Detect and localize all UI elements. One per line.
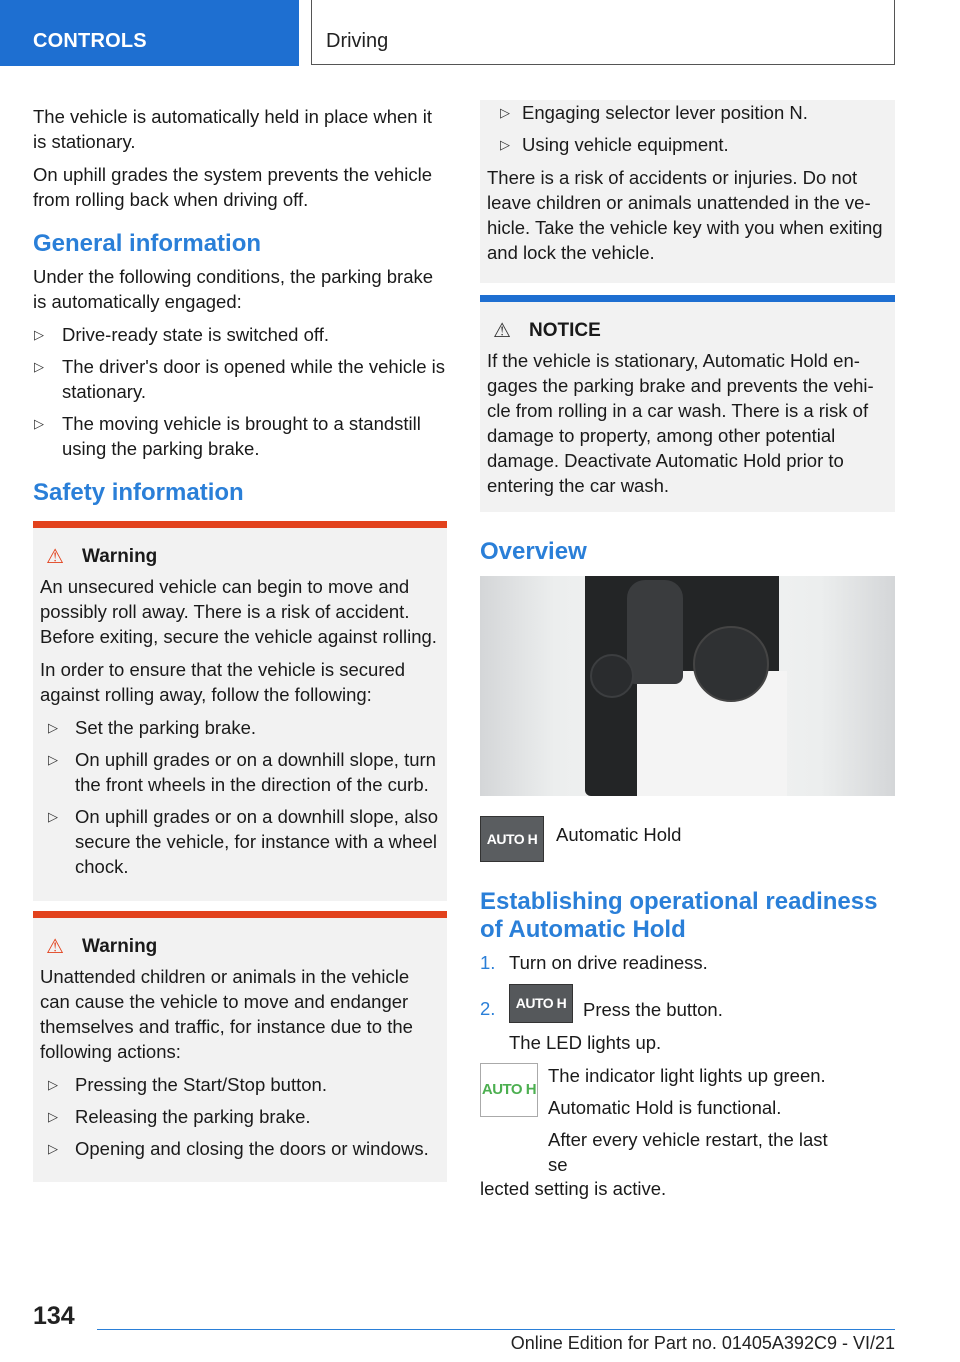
console-panel — [585, 576, 779, 796]
triangle-bullet-icon: ▷ — [48, 1109, 58, 1124]
side-button — [590, 654, 634, 698]
section-tab: CONTROLS — [0, 0, 299, 66]
center-console-photo — [480, 576, 895, 796]
list-item: ▷ Engaging selector lever position N. — [500, 102, 808, 123]
notice-text: If the vehicle is stationary, Automatic Hold engages the parking brake and prevents the vehicle from rolling in a car wash. There is a risk of damage to property, among other potential damage. Deactivate Automatic Hold prior to entering the car wash. — [487, 350, 874, 496]
step-item: 2. AUTO H Press the button. — [480, 982, 895, 1023]
warning-text: There is a risk of accidents or injuries. Do not leave children or animals unattended in the vehicle. Take the vehicle key with you when exiting and lock the vehicle. — [487, 167, 883, 263]
list-item: ▷ Drive-ready state is switched off. — [34, 324, 329, 345]
list-item: ▷ Set the parking brake. — [48, 717, 256, 738]
warning-triangle-icon: ⚠ — [46, 546, 64, 568]
triangle-bullet-icon: ▷ — [500, 137, 510, 152]
general-information-heading: General information — [33, 230, 262, 257]
list-item: ▷ The driver's door is opened while the vehicle is stationary. — [34, 356, 445, 402]
triangle-bullet-icon: ▷ — [48, 1141, 58, 1156]
triangle-bullet-icon: ▷ — [48, 720, 58, 735]
warning-list — [40, 715, 439, 879]
indicator-light-row — [480, 1063, 895, 1184]
auto-hold-indicator-icon: AUTO H — [480, 1063, 538, 1117]
list-item: ▷ The moving vehicle is brought to a standstill using the parking brake. — [34, 413, 421, 459]
indicator-description-continued: lected setting is active. — [480, 1178, 667, 1199]
list-item: ▷ On uphill grades or on a downhill slope, also secure the vehicle, for instance with a wheel chock. — [48, 806, 439, 877]
triangle-bullet-icon: ▷ — [48, 1077, 58, 1092]
warning-list — [487, 100, 887, 157]
warning-text: An unsecured vehicle can begin to move and possibly roll away. There is a risk of accident. Before exiting, secure the vehicle against rolling. — [40, 576, 437, 647]
led-text: The LED lights up. — [509, 1032, 662, 1053]
controller-dial — [693, 626, 769, 702]
triangle-bullet-icon: ▷ — [500, 105, 510, 120]
intro-paragraph: The vehicle is automatically held in place when it is stationary. — [33, 106, 432, 152]
warning-header: ⚠ Warning — [46, 546, 158, 568]
left-column — [33, 104, 447, 1182]
overview-heading: Overview — [480, 538, 587, 565]
step-item: 1. Turn on drive readiness. — [480, 952, 708, 973]
right-column — [480, 104, 895, 1201]
button-caption: Automatic Hold — [556, 824, 682, 845]
list-item: ▷ Releasing the parking brake. — [48, 1106, 311, 1127]
warning-text: In order to ensure that the vehicle is secured against rolling away, follow the following: — [40, 659, 406, 705]
list-item: ▷ Opening and closing the doors or windows. — [48, 1138, 429, 1159]
safety-information-heading: Safety information — [33, 479, 244, 506]
edition-footer: Online Edition for Part no. 01405A392C9 - VI/21 — [510, 1333, 895, 1353]
warning-box — [33, 521, 447, 901]
notice-header: ⚠ NOTICE — [493, 320, 601, 342]
triangle-bullet-icon: ▷ — [48, 752, 58, 767]
triangle-bullet-icon: ▷ — [48, 809, 58, 824]
chapter-title: Driving — [311, 0, 895, 65]
list-item: ▷ On uphill grades or on a downhill slope, turn the front wheels in the direction of the curb. — [48, 749, 436, 795]
intro-paragraph: On uphill grades the system prevents the vehicle from rolling back when driving off. — [33, 164, 432, 210]
notice-box — [480, 295, 895, 512]
warning-list — [40, 1072, 439, 1161]
auto-hold-button-icon: AUTO H — [509, 984, 573, 1023]
warning-box-continued — [480, 100, 895, 283]
warning-triangle-icon: ⚠ — [493, 320, 511, 342]
page-number: 134 — [33, 1302, 75, 1330]
list-item: ▷ Pressing the Start/Stop button. — [48, 1074, 327, 1095]
triangle-bullet-icon: ▷ — [34, 359, 44, 374]
footer-rule — [97, 1329, 895, 1330]
procedure-steps — [480, 950, 895, 1023]
establishing-heading: Establishing operational readiness of Automatic Hold — [480, 888, 878, 943]
warning-triangle-icon: ⚠ — [46, 936, 64, 958]
engagement-conditions-list — [33, 322, 447, 461]
triangle-bullet-icon: ▷ — [34, 416, 44, 431]
general-information-text: Under the following conditions, the parking brake is automatically engaged: — [33, 266, 434, 312]
button-caption-row — [480, 816, 895, 862]
indicator-description: The indicator light lights up green. Automatic Hold is functional. After every vehicle restart, the last se — [548, 1065, 828, 1175]
triangle-bullet-icon: ▷ — [34, 327, 44, 342]
warning-box — [33, 911, 447, 1182]
gear-selector-lever — [627, 580, 683, 684]
warning-text: Unattended children or animals in the vehicle can cause the vehicle to move and endanger themselves and traffic, for instance due to the following actions: — [40, 966, 413, 1062]
list-item: ▷ Using vehicle equipment. — [500, 134, 729, 155]
warning-header: ⚠ Warning — [46, 936, 158, 958]
auto-hold-button-icon: AUTO H — [480, 816, 544, 862]
